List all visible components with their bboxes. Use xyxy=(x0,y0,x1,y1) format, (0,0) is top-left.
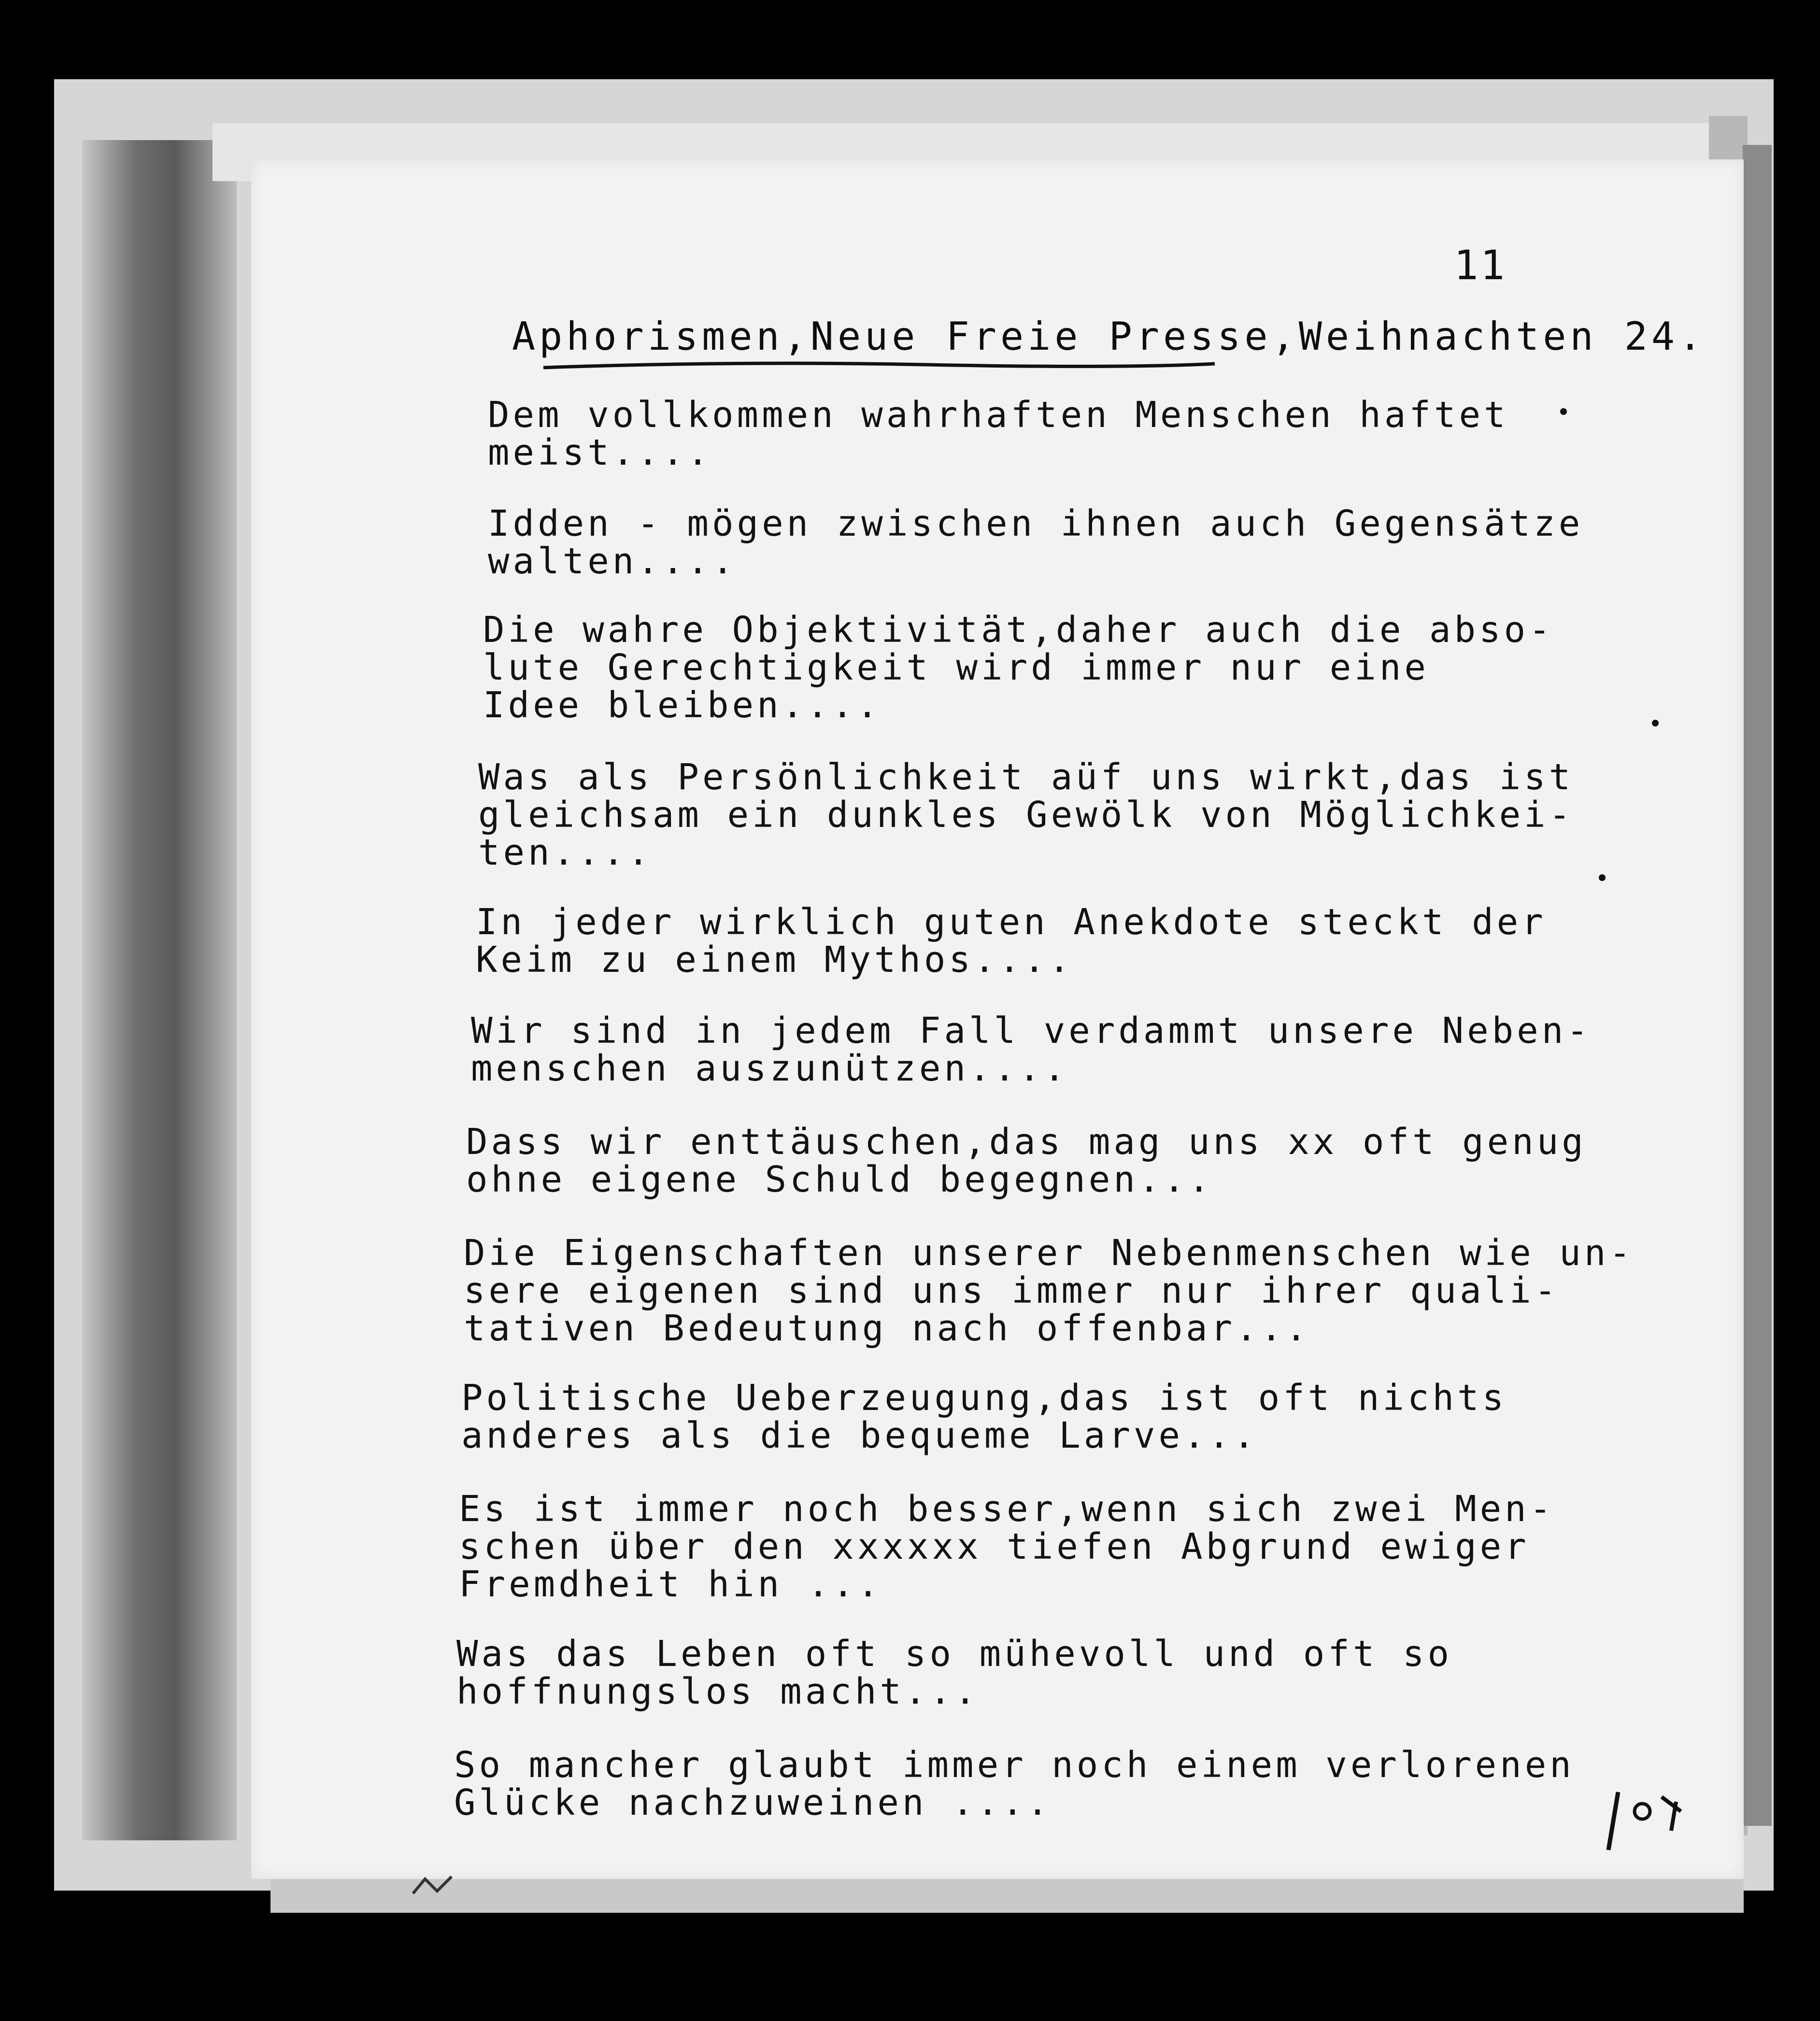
ink-dot xyxy=(1560,408,1567,415)
ink-dot xyxy=(1599,874,1606,881)
aphorism-11: Was das Leben oft so mühevoll und oft so hoffnungslos macht... xyxy=(456,1633,1453,1712)
aphorism-9: Politische Ueberzeugung,das ist oft nichts anderes als die bequeme Larve... xyxy=(461,1377,1507,1456)
page-title: Aphorismen,Neue Freie Presse,Weihnachten 24. xyxy=(512,314,1706,359)
aphorism-7: Dass wir enttäuschen,das mag uns xx oft genug ohne eigene Schuld begegnen... xyxy=(466,1121,1587,1200)
aphorism-10: Es ist immer noch besser,wenn sich zwei Men- schen über den xxxxxx tiefen Abgrund ewiger Fremdheit hin ... xyxy=(459,1488,1555,1605)
ink-dot xyxy=(1652,720,1659,726)
aphorism-6: Wir sind in jedem Fall verdammt unsere Neben- menschen auszunützen.... xyxy=(471,1010,1592,1089)
aphorism-8: Die Eigenschaften unserer Nebenmenschen wie un- sere eigenen sind uns immer nur ihrer quali- tativen Bedeutung nach offenbar... xyxy=(464,1232,1634,1349)
aphorism-5: In jeder wirklich guten Anekdote steckt der Keim zu einem Mythos.... xyxy=(476,901,1547,981)
aphorism-2: Idden - mögen zwischen ihnen auch Gegensätze walten.... xyxy=(488,503,1584,582)
aphorism-4: Was als Persönlichkeit aüf uns wirkt,das ist gleichsam ein dunkles Gewölk von Möglichkei- ten.... xyxy=(478,756,1574,873)
handwritten-mark xyxy=(1599,1782,1695,1860)
aphorism-12: So mancher glaubt immer noch einem verlorenen Glücke nachzuweinen .... xyxy=(454,1744,1575,1823)
ink-blot xyxy=(411,1874,454,1898)
page-number: 11 xyxy=(1454,242,1507,289)
aphorism-1: Dem vollkommen wahrhaften Menschen haftet meist.... xyxy=(488,394,1509,473)
aphorism-3: Die wahre Objektivität,daher auch die abso- lute Gerechtigkeit wird immer nur eine Idee bleiben.... xyxy=(483,609,1554,726)
